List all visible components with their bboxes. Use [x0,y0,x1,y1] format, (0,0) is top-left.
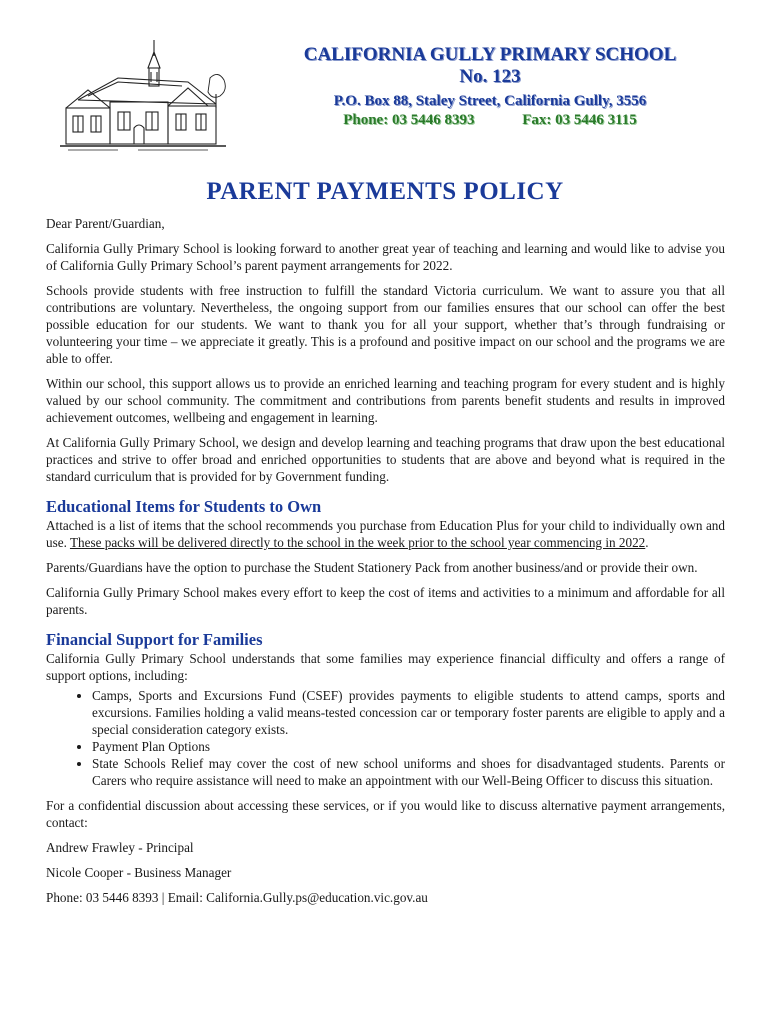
school-number: No. 123 [459,66,521,87]
school-name: CALIFORNIA GULLY PRIMARY SCHOOL [303,44,677,65]
contact-principal: Andrew Frawley - Principal [46,840,194,855]
list-item: • Payment Plan Options [92,738,725,755]
contact-block [46,839,725,906]
intro-paragraph-4: At California Gully Primary School, we design and develop learning and teaching programs that draw upon the best educational practices and strive to offer broad and enriched opportunities to students that are above and beyond what is required in the standard curriculum that is provided for by Government funding. [46,435,725,484]
financial-support-intro: California Gully Primary School understands that some families may experience financial difficulty and offers a range of support options, including: [46,651,725,683]
delivery-note: These packs will be delivered directly to the school in the week prior to the school year commencing in 2022 [69,535,646,550]
intro-paragraph-2: Schools provide students with free instruction to fulfill the standard Victoria curriculum. We want to assure you that all contributions are voluntary. Nevertheless, the ongoing support from our families ensures that our school can offer the best possible education for our students. We want to thank you for all your support, whether that’s through fundraising or volunteering your time – we appreciate it greatly. This is a profound and positive impact on our school and the programs we are able to offer. [46,283,725,366]
educational-items-paragraph-2: Parents/Guardians have the option to purchase the Student Stationery Pack from another business/and or provide their own. [46,560,698,575]
letterhead [250,44,730,130]
school-phone: Phone: 03 5446 8393 [343,112,475,128]
support-options-list [46,687,725,789]
period: . [645,535,649,550]
intro-paragraph-1: California Gully Primary School is looking forward to another great year of teaching and learning and would like to advise you of California Gully Primary School’s parent payment arrangements for 2022. [46,241,725,273]
school-contacts [250,111,730,130]
educational-items-paragraph-3: California Gully Primary School makes every effort to keep the cost of items and activities to a minimum and affordable for all parents. [46,585,725,617]
financial-support-closing: For a confidential discussion about accessing these services, or if you would like to discuss alternative payment arrangements, contact: [46,798,725,830]
letter-body [46,215,725,914]
contact-phone-email: Phone: 03 5446 8393 | Email: California.Gully.ps@education.vic.gov.au [46,890,428,905]
educational-items-text: Attached is a list of items that the school recommends you purchase from Education Plus for your child to individually own and use. [46,518,725,550]
contact-business-manager: Nicole Cooper - Business Manager [46,865,232,880]
educational-items-paragraph-1 [46,517,725,551]
page-title: PARENT PAYMENTS POLICY [206,178,564,205]
school-fax: Fax: 03 5446 3115 [522,112,637,128]
school-address: P.O. Box 88, Staley Street, California Gully, 3556 [333,93,647,109]
list-item: • State Schools Relief may cover the cost of new school uniforms and shoes for disadvantaged students. Parents or Carers who require assistance will need to make an appointment with our Well-Being Officer to discuss this situation. [92,755,725,789]
section-heading-educational-items: Educational Items for Students to Own [46,497,322,516]
section-heading-financial-support: Financial Support for Families [46,630,263,649]
intro-paragraph-3: Within our school, this support allows us to provide an enriched learning and teaching program for every student and is highly valued by our school community. The commitment and contributions from parents benefit students and results in improved achievement outcomes, wellbeing and engagement in learning. [46,376,725,425]
greeting: Dear Parent/Guardian, [46,216,165,231]
list-item: • Camps, Sports and Excursions Fund (CSEF) provides payments to eligible students to attend camps, sports and excursions. Families holding a valid means-tested concession car or temporary foster parents are eligible to apply and a special consideration category exists. [92,687,725,738]
school-building-logo [58,38,228,156]
